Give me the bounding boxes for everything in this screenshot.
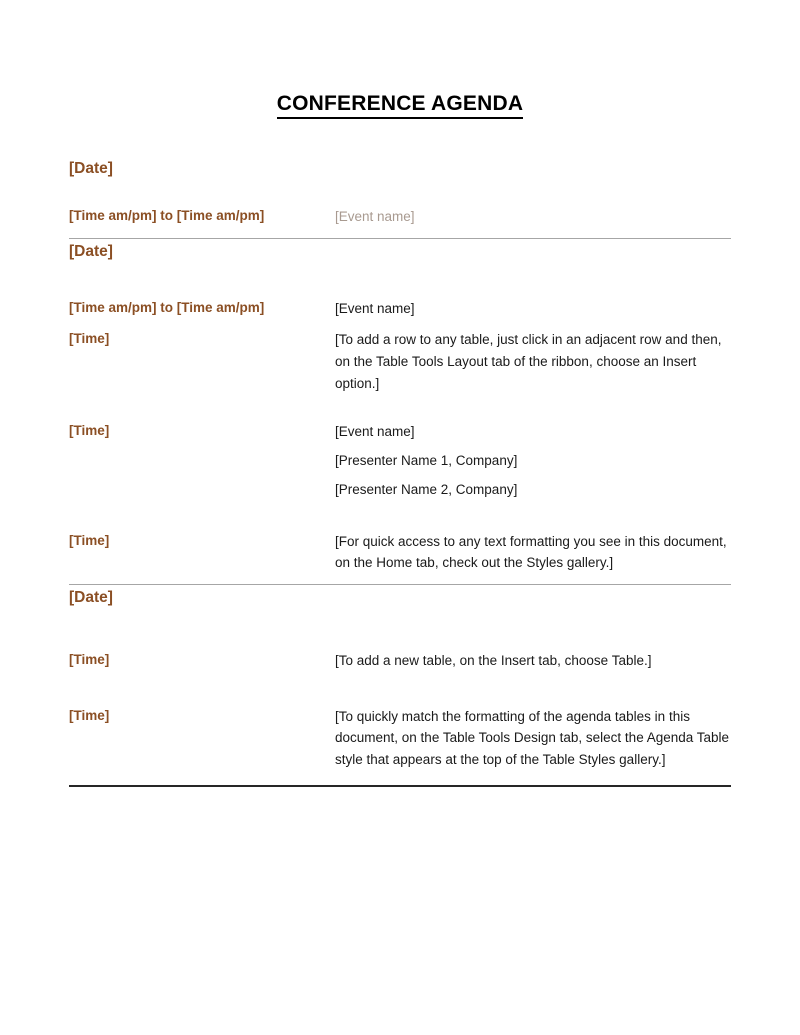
event-name: [Event name] [335, 300, 415, 316]
agenda-row-time-cell [69, 206, 335, 226]
spacer [69, 574, 731, 584]
time-label: [Time] [69, 707, 110, 723]
spacer [69, 319, 731, 329]
date-heading: [Date] [69, 243, 113, 261]
time-label: [Time am/pm] to [Time am/pm] [69, 208, 265, 224]
agenda-row-detail-cell [335, 206, 731, 228]
agenda-section [69, 585, 731, 785]
agenda-body [69, 116, 731, 787]
agenda-row-detail-cell [335, 298, 731, 320]
agenda-row [69, 421, 731, 501]
agenda-bottom-border [69, 785, 731, 787]
spacer [69, 228, 731, 238]
event-description: [To quickly match the formatting of the agenda tables in this document, on the Table Tools Design tab, select the Agenda Table style that appears at the top of the Table Styles gallery.] [335, 708, 730, 768]
agenda-row-time-cell [69, 706, 335, 726]
agenda-row [69, 298, 731, 320]
event-name: [Event name] [335, 209, 415, 225]
time-label: [Time] [69, 423, 110, 439]
date-heading: [Date] [69, 160, 113, 177]
agenda-row-detail-cell [335, 421, 731, 501]
spacer [69, 610, 731, 650]
agenda-row [69, 650, 731, 672]
agenda-row [69, 706, 731, 772]
agenda-row-detail-cell [335, 650, 731, 672]
agenda-row-time-cell [69, 298, 335, 318]
agenda-section [69, 156, 731, 238]
time-label: [Time] [69, 651, 110, 667]
spacer [69, 180, 731, 206]
event-description: [To add a row to any table, just click in an adjacent row and then, on the Table Tools Layout tab of the ribbon, choose an Insert option.] [335, 332, 722, 392]
agenda-row-time-cell [69, 531, 335, 551]
spacer [69, 395, 731, 421]
page-title-text: CONFERENCE AGENDA [277, 92, 523, 119]
agenda-row-detail-cell [335, 531, 731, 575]
event-name: [Event name] [335, 424, 415, 440]
spacer [69, 501, 731, 531]
agenda-section [69, 239, 731, 584]
date-heading: [Date] [69, 589, 113, 607]
time-label: [Time am/pm] to [Time am/pm] [69, 299, 265, 315]
agenda-row-detail-cell [335, 706, 731, 772]
presenter-name: [Presenter Name 1, Company] [335, 452, 518, 468]
agenda-row-time-cell [69, 329, 335, 349]
agenda-row-time-cell [69, 650, 335, 670]
time-label: [Time] [69, 532, 110, 548]
agenda-row [69, 329, 731, 395]
spacer [69, 264, 731, 298]
spacer [69, 672, 731, 706]
presenter-name: [Presenter Name 2, Company] [335, 481, 518, 497]
spacer [69, 116, 731, 156]
time-label: [Time] [69, 331, 110, 347]
event-description: [For quick access to any text formatting you see in this document, on the Home tab, check out the Styles gallery.] [335, 533, 727, 571]
agenda-row-detail-cell [335, 329, 731, 395]
event-description: [To add a new table, on the Insert tab, choose Table.] [335, 652, 652, 668]
agenda-row-time-cell [69, 421, 335, 441]
agenda-row [69, 206, 731, 228]
page-title [0, 0, 800, 116]
spacer [69, 771, 731, 785]
agenda-row [69, 531, 731, 575]
